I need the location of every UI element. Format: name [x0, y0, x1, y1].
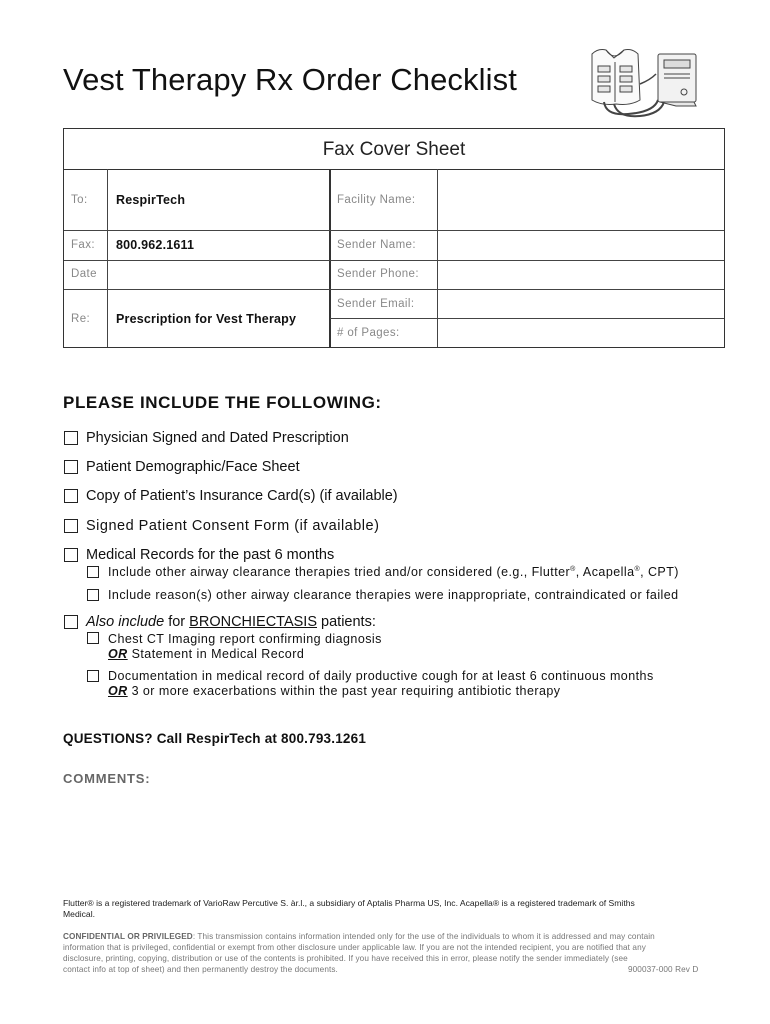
item-prescription: Physician Signed and Dated Prescription: [86, 430, 349, 446]
fax-number-value[interactable]: 800.962.1611: [116, 238, 195, 252]
date-field[interactable]: [116, 268, 316, 284]
row-divider: [64, 260, 724, 261]
sender-phone-field[interactable]: [446, 265, 716, 283]
checkbox-consent-form[interactable]: [64, 519, 78, 533]
item-medical-records: Medical Records for the past 6 months: [86, 547, 335, 563]
checkbox-other-therapies[interactable]: [87, 566, 99, 578]
page-title: Vest Therapy Rx Order Checklist: [63, 62, 517, 97]
fax-cover-heading: Fax Cover Sheet: [64, 129, 724, 170]
confidential-line3: disclosure, printing, copying, distribution or use of the contents is prohibited. If you have received this in error, please notify the sender immediately (see: [63, 954, 628, 963]
col-divider: [437, 169, 438, 347]
col-divider: [329, 169, 331, 347]
checkbox-medical-records[interactable]: [64, 548, 78, 562]
date-label: Date: [71, 268, 97, 280]
row-divider: [64, 230, 724, 231]
trademark-notice-line2: Medical.: [63, 909, 95, 919]
checkbox-chest-ct[interactable]: [87, 632, 99, 644]
row-divider: [330, 289, 724, 290]
sender-phone-label: Sender Phone:: [337, 268, 419, 280]
checkbox-prescription[interactable]: [64, 431, 78, 445]
checklist-heading: PLEASE INCLUDE THE FOLLOWING:: [63, 393, 382, 412]
item-demographic: Patient Demographic/Face Sheet: [86, 459, 300, 475]
item-consent-form: Signed Patient Consent Form (if available): [86, 518, 380, 534]
fax-label: Fax:: [71, 239, 95, 251]
sub-item-therapy-reasons: Include reason(s) other airway clearance therapies were inappropriate, contraindicated or failed: [108, 588, 679, 602]
checkbox-insurance-card[interactable]: [64, 489, 78, 503]
trademark-notice-line1: Flutter® is a registered trademark of VarioRaw Percutive S. àr.l., a subsidiary of Aptalis Pharma US, Inc. Acapella® is a registered trademark of Smiths: [63, 898, 635, 908]
pages-label: # of Pages:: [337, 327, 400, 339]
fax-cover-table: [63, 128, 725, 348]
col-divider: [107, 169, 108, 347]
sender-name-label: Sender Name:: [337, 239, 416, 251]
sub-item-other-therapies: Include other airway clearance therapies tried and/or considered (e.g., Flutter®, Acapella®, CPT): [108, 565, 679, 579]
comments-area[interactable]: [63, 792, 703, 882]
sender-email-label: Sender Email:: [337, 298, 415, 310]
to-value[interactable]: RespirTech: [116, 193, 186, 207]
sub-item-chest-ct: Chest CT Imaging report confirming diagnosis: [108, 632, 382, 646]
checkbox-bronchiectasis[interactable]: [64, 615, 78, 629]
re-value[interactable]: Prescription for Vest Therapy: [116, 312, 297, 326]
sender-name-field[interactable]: [446, 236, 716, 254]
sub-item-exacerbations: OR 3 or more exacerbations within the past year requiring antibiotic therapy: [108, 684, 561, 698]
to-label: To:: [71, 194, 88, 206]
comments-label: COMMENTS:: [63, 771, 151, 786]
pages-field[interactable]: [446, 324, 716, 342]
row-divider: [330, 318, 724, 319]
checkbox-demographic[interactable]: [64, 460, 78, 474]
item-insurance-card: Copy of Patient’s Insurance Card(s) (if available): [86, 488, 398, 504]
sub-item-statement: OR Statement in Medical Record: [108, 647, 305, 661]
facility-name-label: Facility Name:: [337, 194, 416, 206]
questions-contact: QUESTIONS? Call RespirTech at 800.793.1261: [63, 731, 367, 746]
re-label: Re:: [71, 313, 91, 325]
confidential-line4: contact info at top of sheet) and then permanently destroy the documents.: [63, 965, 338, 974]
sub-item-productive-cough: Documentation in medical record of daily productive cough for at least 6 continuous months: [108, 669, 654, 683]
confidential-line2: information that is privileged, confidential or exempt from other disclosure under applicable law. If you are not the intended recipient, you are notified that any: [63, 943, 646, 952]
document-code: 900037-000 Rev D: [628, 965, 699, 974]
row-divider: [64, 289, 330, 290]
vest-therapy-illustration: [584, 44, 704, 120]
checkbox-therapy-reasons[interactable]: [87, 589, 99, 601]
facility-name-field[interactable]: [446, 189, 716, 209]
checkbox-productive-cough[interactable]: [87, 670, 99, 682]
sender-email-field[interactable]: [446, 295, 716, 313]
item-bronchiectasis: Also include for BRONCHIECTASIS patients:: [86, 614, 376, 630]
confidential-line1: CONFIDENTIAL OR PRIVILEGED: This transmission contains information intended only for the use of the individuals to whom it is addressed and may contain: [63, 932, 655, 941]
